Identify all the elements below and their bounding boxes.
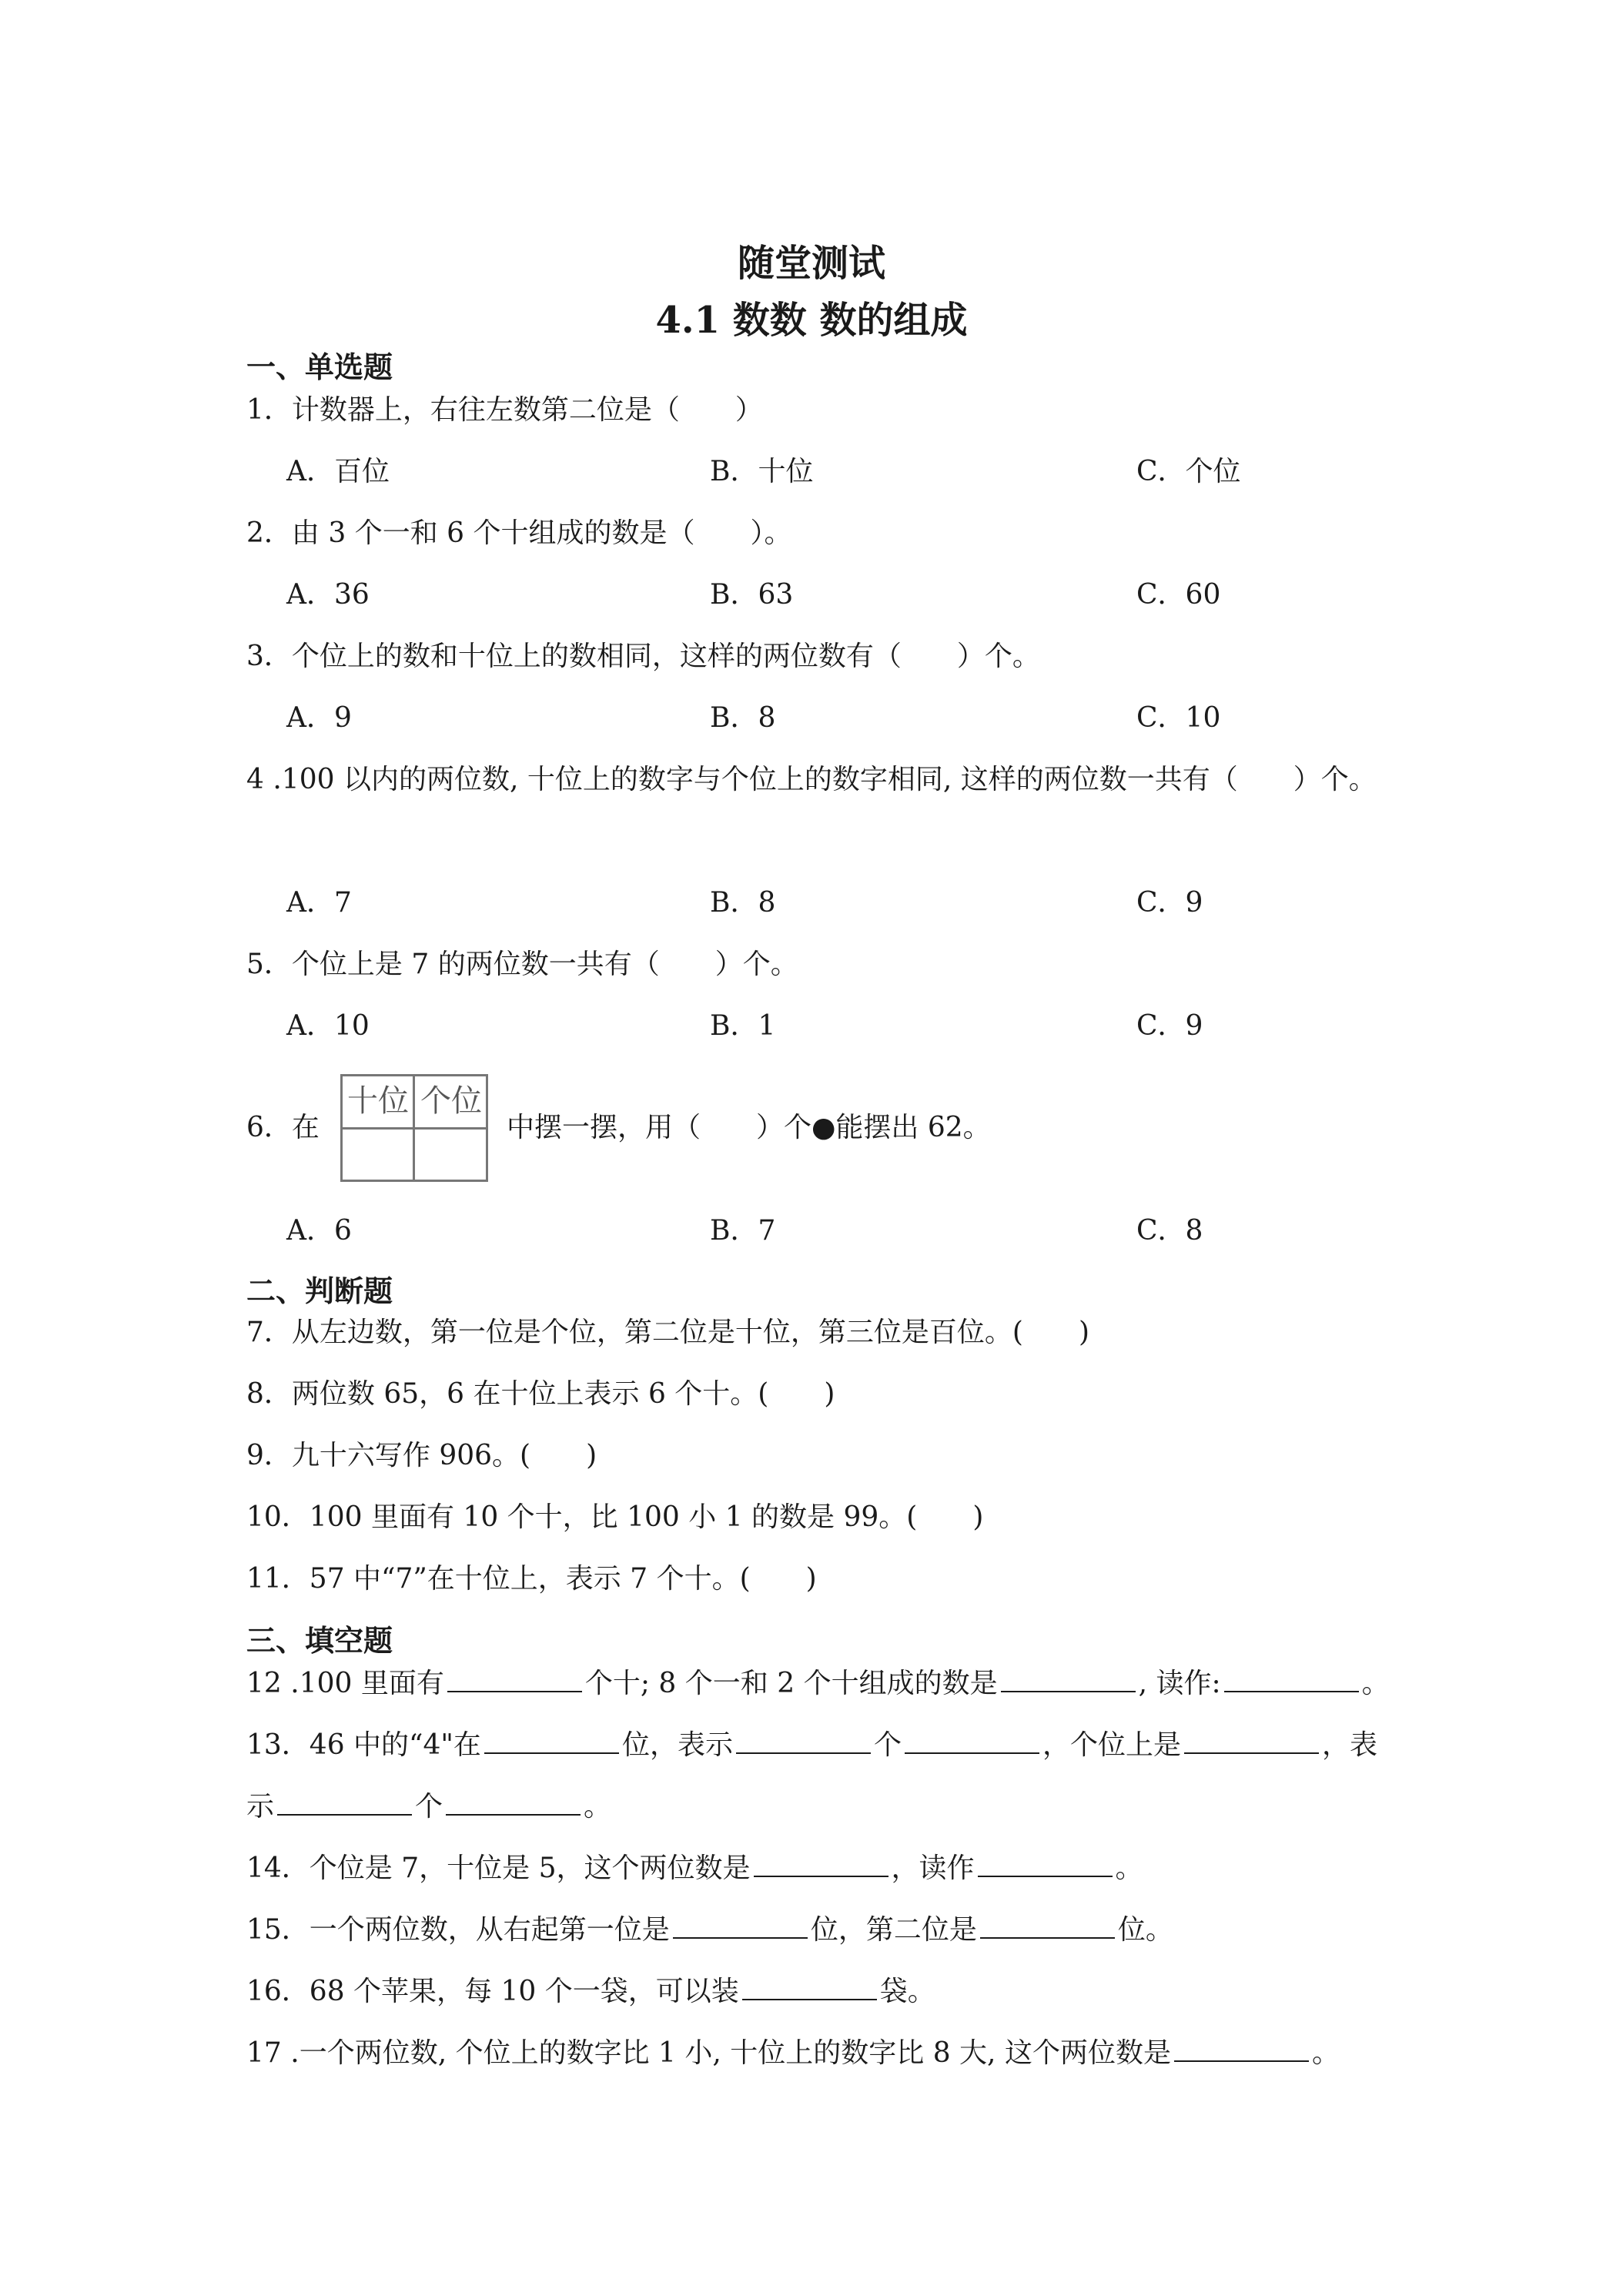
- q12-text-1: 12 .100 里面有: [246, 1668, 444, 1699]
- question-3: 3．个位上的数和十位上的数相同，这样的两位数有（ ）个。: [246, 641, 1040, 672]
- q13-text-7: 个: [415, 1791, 443, 1822]
- q1-option-c[interactable]: C．个位: [1136, 456, 1241, 487]
- q5-option-a[interactable]: A．10: [286, 1010, 370, 1042]
- q15-text-2: 位，第二位是: [810, 1914, 977, 1946]
- section-fill-blank: 三、填空题: [246, 1624, 393, 1658]
- q17-text-2: 。: [1311, 2037, 1340, 2069]
- q13-text-1: 13．46 中的“4"在: [246, 1729, 481, 1761]
- question-8: 8．两位数 65，6 在十位上表示 6 个十。( ): [246, 1378, 835, 1410]
- q13-text-2: 位，表示: [621, 1729, 733, 1761]
- q12-text-3: , 读作:: [1138, 1668, 1221, 1699]
- q15-text-3: 位。: [1117, 1914, 1173, 1946]
- section-single-choice: 一、单选题: [246, 350, 393, 384]
- question-17: [246, 2034, 1401, 2073]
- q13-blank-2[interactable]: [736, 1726, 871, 1754]
- q13-blank-3[interactable]: [905, 1726, 1039, 1754]
- q13-text-5: ，表: [1321, 1729, 1377, 1761]
- q13-text-8: 。: [584, 1791, 612, 1822]
- grid-label-ones: 个位: [420, 1083, 482, 1119]
- question-13-line-2: [246, 1788, 1401, 1826]
- q4-option-c[interactable]: C．9: [1136, 887, 1203, 919]
- q14-blank-2[interactable]: [978, 1849, 1113, 1877]
- question-10: 10．100 里面有 10 个十，比 100 小 1 的数是 99。( ): [246, 1501, 984, 1533]
- q2-option-a[interactable]: A．36: [286, 579, 370, 611]
- q6-option-b[interactable]: B．7: [710, 1215, 776, 1247]
- question-12: [246, 1665, 1401, 1703]
- question-2: 2．由 3 个一和 6 个十组成的数是（ ）。: [246, 517, 792, 549]
- q14-text-3: 。: [1115, 1853, 1143, 1884]
- q3-option-c[interactable]: C．10: [1136, 702, 1221, 734]
- q14-blank-1[interactable]: [754, 1849, 888, 1877]
- question-5: 5．个位上是 7 的两位数一共有（ ）个。: [246, 949, 798, 980]
- q16-blank-1[interactable]: [742, 1973, 877, 2000]
- q4-option-b[interactable]: B．8: [710, 887, 776, 919]
- q1-option-b[interactable]: B．十位: [710, 456, 814, 487]
- q14-text-2: ，读作: [891, 1853, 975, 1884]
- q5-option-c[interactable]: C．9: [1136, 1010, 1203, 1042]
- q3-option-a[interactable]: A．9: [286, 702, 352, 734]
- question-6-prefix: 6．在: [246, 1112, 320, 1143]
- q12-blank-2[interactable]: [1001, 1665, 1136, 1692]
- q12-blank-3[interactable]: [1224, 1665, 1359, 1692]
- q1-option-a[interactable]: A．百位: [286, 456, 390, 487]
- question-1: 1．计数器上，右往左数第二位是（ ）: [246, 394, 763, 426]
- q13-text-4: ，个位上是: [1042, 1729, 1181, 1761]
- q16-text-1: 16．68 个苹果，每 10 个一袋，可以装: [246, 1976, 739, 2007]
- q13-blank-1[interactable]: [484, 1726, 619, 1754]
- q17-text-1: 17 .一个两位数, 个位上的数字比 1 小, 十位上的数字比 8 大, 这个两位数是: [246, 2037, 1171, 2069]
- page-subtitle: 4.1 数数 数的组成: [655, 299, 968, 342]
- q13-text-6: 示: [246, 1791, 275, 1822]
- q12-text-4: 。: [1361, 1668, 1390, 1699]
- place-value-grid-figure: [340, 1074, 488, 1182]
- q13-blank-6[interactable]: [446, 1788, 581, 1816]
- q12-blank-1[interactable]: [447, 1665, 582, 1692]
- question-14: [246, 1849, 1401, 1888]
- page-title: 随堂测试: [737, 242, 885, 285]
- q2-option-c[interactable]: C．60: [1136, 579, 1221, 611]
- q5-option-b[interactable]: B．1: [710, 1010, 776, 1042]
- q15-blank-2[interactable]: [980, 1911, 1115, 1939]
- q17-blank-1[interactable]: [1174, 2034, 1309, 2062]
- q2-option-b[interactable]: B．63: [710, 579, 794, 611]
- question-7: 7．从左边数，第一位是个位，第二位是十位，第三位是百位。( ): [246, 1317, 1089, 1348]
- q15-text-1: 15．一个两位数，从右起第一位是: [246, 1914, 670, 1946]
- question-6-suffix: 中摆一摆，用（ ）个●能摆出 62。: [507, 1112, 991, 1143]
- q13-blank-5[interactable]: [277, 1788, 412, 1816]
- question-15: [246, 1911, 1401, 1950]
- q6-option-c[interactable]: C．8: [1136, 1215, 1203, 1247]
- question-16: [246, 1973, 1401, 2011]
- question-4: 4 .100 以内的两位数, 十位上的数字与个位上的数字相同, 这样的两位数一共有（ ）个。: [246, 764, 1377, 795]
- q6-option-a[interactable]: A．6: [286, 1215, 352, 1247]
- q12-text-2: 个十; 8 个一和 2 个十组成的数是: [584, 1668, 998, 1699]
- question-11: 11．57 中“7”在十位上，表示 7 个十。( ): [246, 1563, 817, 1595]
- question-13-line-1: [246, 1726, 1401, 1765]
- question-9: 9．九十六写作 906。( ): [246, 1440, 597, 1471]
- q3-option-b[interactable]: B．8: [710, 702, 776, 734]
- q16-text-2: 袋。: [879, 1976, 935, 2007]
- section-true-false: 二、判断题: [246, 1274, 393, 1308]
- q14-text-1: 14．个位是 7，十位是 5，这个两位数是: [246, 1853, 751, 1884]
- q15-blank-1[interactable]: [673, 1911, 808, 1939]
- q13-blank-4[interactable]: [1184, 1726, 1319, 1754]
- grid-label-tens: 十位: [347, 1083, 409, 1119]
- q13-text-3: 个: [873, 1729, 902, 1761]
- q4-option-a[interactable]: A．7: [286, 887, 352, 919]
